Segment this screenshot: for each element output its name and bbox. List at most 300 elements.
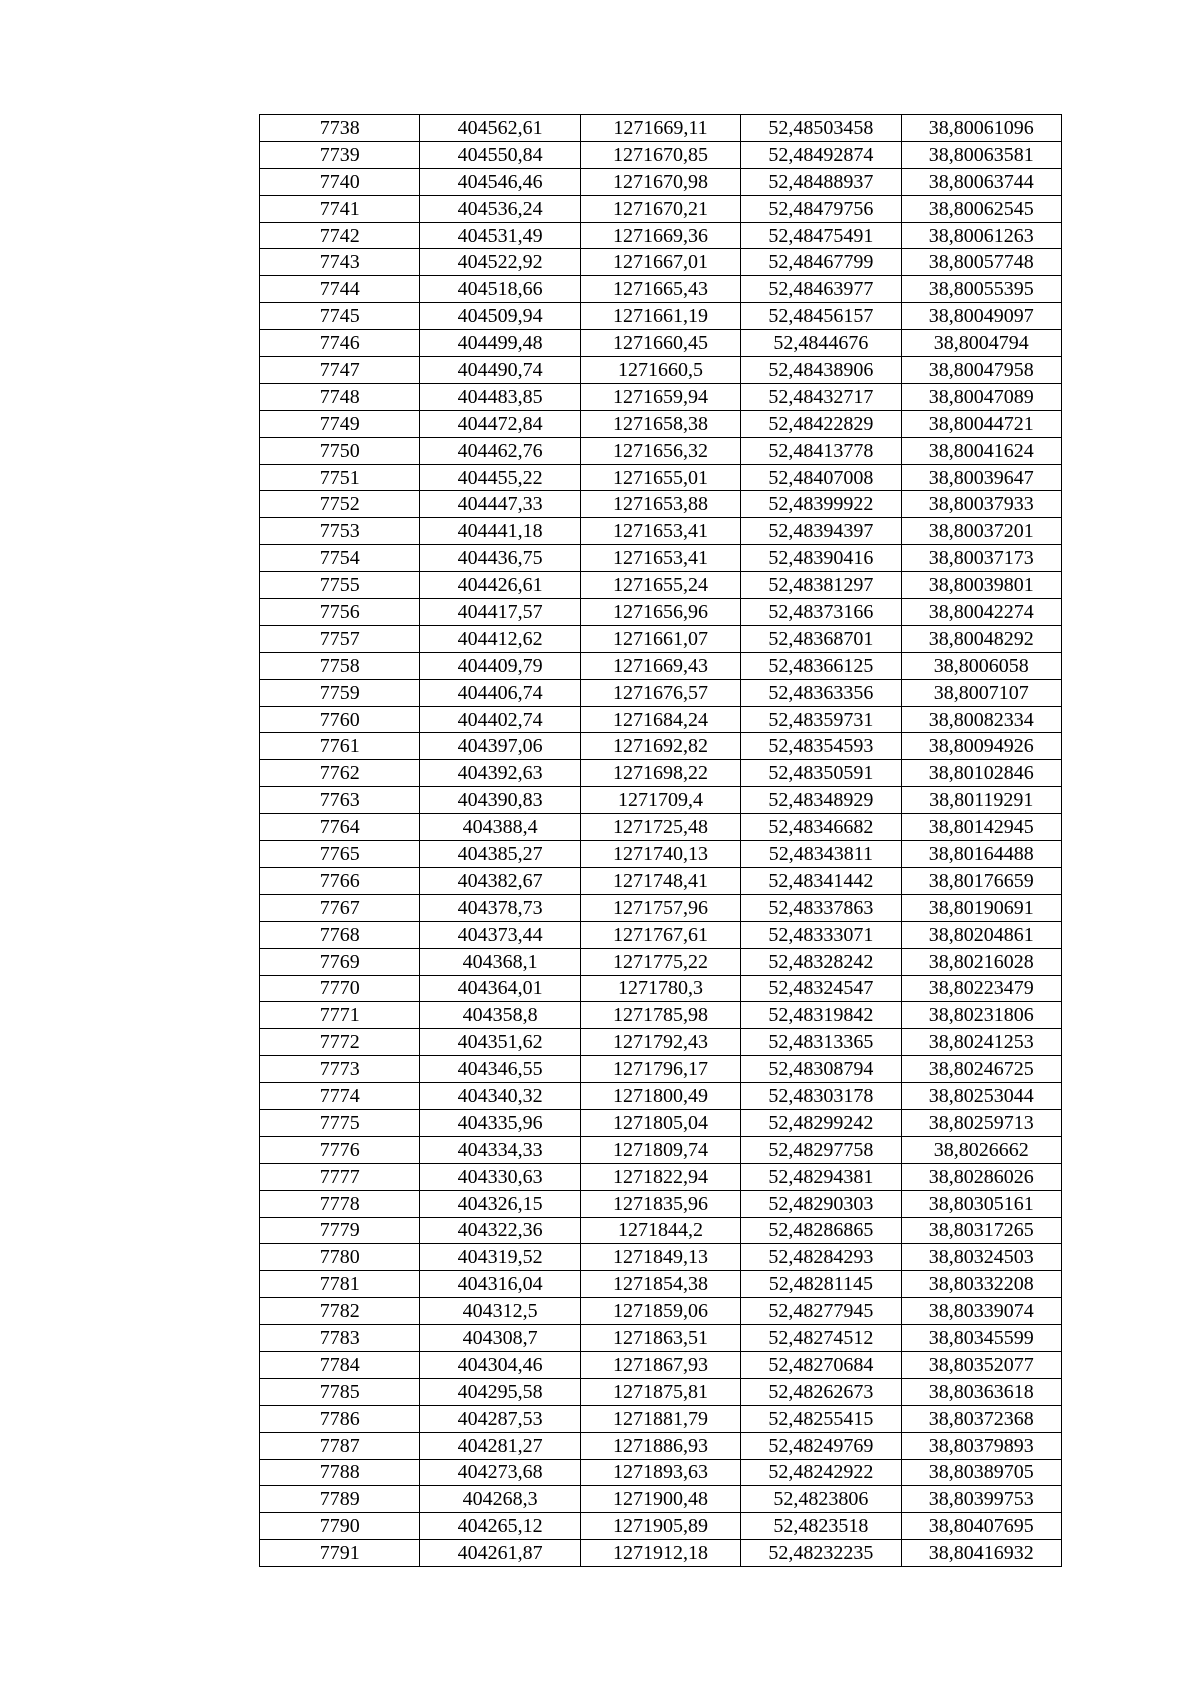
x-coordinate-cell: 404417,57: [420, 599, 580, 626]
point-number-cell: 7749: [260, 410, 420, 437]
y-coordinate-cell: 1271805,04: [580, 1109, 740, 1136]
latitude-cell: 52,48438906: [741, 357, 901, 384]
latitude-cell: 52,48354593: [741, 733, 901, 760]
point-number-cell: 7784: [260, 1351, 420, 1378]
point-number-cell: 7788: [260, 1459, 420, 1486]
point-number-cell: 7766: [260, 867, 420, 894]
table-row: [260, 1351, 1062, 1378]
x-coordinate-cell: 404351,62: [420, 1029, 580, 1056]
latitude-cell: 52,48381297: [741, 572, 901, 599]
longitude-cell: 38,80324503: [901, 1244, 1061, 1271]
latitude-cell: 52,48492874: [741, 141, 901, 168]
latitude-cell: 52,48274512: [741, 1325, 901, 1352]
y-coordinate-cell: 1271796,17: [580, 1056, 740, 1083]
table-row: [260, 1432, 1062, 1459]
point-number-cell: 7786: [260, 1405, 420, 1432]
table-row: [260, 599, 1062, 626]
table-row: [260, 545, 1062, 572]
point-number-cell: 7738: [260, 115, 420, 142]
table-row: [260, 625, 1062, 652]
table-row: [260, 357, 1062, 384]
x-coordinate-cell: 404472,84: [420, 410, 580, 437]
longitude-cell: 38,80216028: [901, 948, 1061, 975]
x-coordinate-cell: 404518,66: [420, 276, 580, 303]
latitude-cell: 52,48399922: [741, 491, 901, 518]
point-number-cell: 7768: [260, 921, 420, 948]
latitude-cell: 52,48463977: [741, 276, 901, 303]
point-number-cell: 7773: [260, 1056, 420, 1083]
y-coordinate-cell: 1271698,22: [580, 760, 740, 787]
latitude-cell: 52,48413778: [741, 437, 901, 464]
y-coordinate-cell: 1271905,89: [580, 1513, 740, 1540]
latitude-cell: 52,4823806: [741, 1486, 901, 1513]
latitude-cell: 52,48249769: [741, 1432, 901, 1459]
table-row: [260, 572, 1062, 599]
y-coordinate-cell: 1271659,94: [580, 383, 740, 410]
point-number-cell: 7780: [260, 1244, 420, 1271]
point-number-cell: 7751: [260, 464, 420, 491]
longitude-cell: 38,8004794: [901, 330, 1061, 357]
longitude-cell: 38,80037933: [901, 491, 1061, 518]
y-coordinate-cell: 1271800,49: [580, 1083, 740, 1110]
latitude-cell: 52,48333071: [741, 921, 901, 948]
point-number-cell: 7765: [260, 841, 420, 868]
table-row: [260, 706, 1062, 733]
point-number-cell: 7742: [260, 222, 420, 249]
longitude-cell: 38,80047089: [901, 383, 1061, 410]
x-coordinate-cell: 404330,63: [420, 1163, 580, 1190]
x-coordinate-cell: 404308,7: [420, 1325, 580, 1352]
y-coordinate-cell: 1271740,13: [580, 841, 740, 868]
longitude-cell: 38,80241253: [901, 1029, 1061, 1056]
y-coordinate-cell: 1271709,4: [580, 787, 740, 814]
y-coordinate-cell: 1271792,43: [580, 1029, 740, 1056]
x-coordinate-cell: 404546,46: [420, 168, 580, 195]
y-coordinate-cell: 1271669,43: [580, 652, 740, 679]
table-row: [260, 1056, 1062, 1083]
table-row: [260, 141, 1062, 168]
latitude-cell: 52,48359731: [741, 706, 901, 733]
table-row: [260, 814, 1062, 841]
y-coordinate-cell: 1271684,24: [580, 706, 740, 733]
point-number-cell: 7758: [260, 652, 420, 679]
y-coordinate-cell: 1271653,88: [580, 491, 740, 518]
latitude-cell: 52,48350591: [741, 760, 901, 787]
x-coordinate-cell: 404273,68: [420, 1459, 580, 1486]
latitude-cell: 52,48456157: [741, 303, 901, 330]
longitude-cell: 38,80317265: [901, 1217, 1061, 1244]
table-row: [260, 1325, 1062, 1352]
longitude-cell: 38,8006058: [901, 652, 1061, 679]
x-coordinate-cell: 404312,5: [420, 1298, 580, 1325]
y-coordinate-cell: 1271655,24: [580, 572, 740, 599]
longitude-cell: 38,80305161: [901, 1190, 1061, 1217]
x-coordinate-cell: 404316,04: [420, 1271, 580, 1298]
x-coordinate-cell: 404261,87: [420, 1540, 580, 1567]
y-coordinate-cell: 1271653,41: [580, 545, 740, 572]
y-coordinate-cell: 1271656,32: [580, 437, 740, 464]
y-coordinate-cell: 1271676,57: [580, 679, 740, 706]
point-number-cell: 7748: [260, 383, 420, 410]
point-number-cell: 7762: [260, 760, 420, 787]
x-coordinate-cell: 404378,73: [420, 894, 580, 921]
point-number-cell: 7757: [260, 625, 420, 652]
table-row: [260, 1217, 1062, 1244]
latitude-cell: 52,48297758: [741, 1136, 901, 1163]
longitude-cell: 38,80039801: [901, 572, 1061, 599]
table-row: [260, 1109, 1062, 1136]
longitude-cell: 38,80049097: [901, 303, 1061, 330]
x-coordinate-cell: 404490,74: [420, 357, 580, 384]
y-coordinate-cell: 1271757,96: [580, 894, 740, 921]
table-row: [260, 1190, 1062, 1217]
y-coordinate-cell: 1271867,93: [580, 1351, 740, 1378]
y-coordinate-cell: 1271670,21: [580, 195, 740, 222]
longitude-cell: 38,80063581: [901, 141, 1061, 168]
x-coordinate-cell: 404368,1: [420, 948, 580, 975]
y-coordinate-cell: 1271900,48: [580, 1486, 740, 1513]
x-coordinate-cell: 404483,85: [420, 383, 580, 410]
point-number-cell: 7759: [260, 679, 420, 706]
longitude-cell: 38,80231806: [901, 1002, 1061, 1029]
table-row: [260, 383, 1062, 410]
latitude-cell: 52,4844676: [741, 330, 901, 357]
longitude-cell: 38,80119291: [901, 787, 1061, 814]
point-number-cell: 7777: [260, 1163, 420, 1190]
x-coordinate-cell: 404536,24: [420, 195, 580, 222]
longitude-cell: 38,80286026: [901, 1163, 1061, 1190]
x-coordinate-cell: 404295,58: [420, 1378, 580, 1405]
longitude-cell: 38,80339074: [901, 1298, 1061, 1325]
x-coordinate-cell: 404499,48: [420, 330, 580, 357]
latitude-cell: 52,48343811: [741, 841, 901, 868]
point-number-cell: 7752: [260, 491, 420, 518]
y-coordinate-cell: 1271748,41: [580, 867, 740, 894]
table-row: [260, 1002, 1062, 1029]
point-number-cell: 7761: [260, 733, 420, 760]
longitude-cell: 38,80044721: [901, 410, 1061, 437]
y-coordinate-cell: 1271780,3: [580, 975, 740, 1002]
table-row: [260, 1163, 1062, 1190]
x-coordinate-cell: 404287,53: [420, 1405, 580, 1432]
x-coordinate-cell: 404522,92: [420, 249, 580, 276]
coordinates-table: [259, 114, 1062, 1567]
x-coordinate-cell: 404390,83: [420, 787, 580, 814]
y-coordinate-cell: 1271658,38: [580, 410, 740, 437]
y-coordinate-cell: 1271785,98: [580, 1002, 740, 1029]
longitude-cell: 38,8007107: [901, 679, 1061, 706]
longitude-cell: 38,80057748: [901, 249, 1061, 276]
table-row: [260, 1136, 1062, 1163]
point-number-cell: 7789: [260, 1486, 420, 1513]
point-number-cell: 7778: [260, 1190, 420, 1217]
x-coordinate-cell: 404326,15: [420, 1190, 580, 1217]
longitude-cell: 38,80363618: [901, 1378, 1061, 1405]
table-row: [260, 464, 1062, 491]
latitude-cell: 52,48313365: [741, 1029, 901, 1056]
longitude-cell: 38,80223479: [901, 975, 1061, 1002]
table-row: [260, 948, 1062, 975]
longitude-cell: 38,80142945: [901, 814, 1061, 841]
longitude-cell: 38,80389705: [901, 1459, 1061, 1486]
point-number-cell: 7763: [260, 787, 420, 814]
point-number-cell: 7753: [260, 518, 420, 545]
point-number-cell: 7756: [260, 599, 420, 626]
table-row: [260, 921, 1062, 948]
point-number-cell: 7770: [260, 975, 420, 1002]
latitude-cell: 52,48407008: [741, 464, 901, 491]
table-row: [260, 1244, 1062, 1271]
longitude-cell: 38,80037173: [901, 545, 1061, 572]
x-coordinate-cell: 404397,06: [420, 733, 580, 760]
point-number-cell: 7745: [260, 303, 420, 330]
latitude-cell: 52,48294381: [741, 1163, 901, 1190]
longitude-cell: 38,80063744: [901, 168, 1061, 195]
longitude-cell: 38,80176659: [901, 867, 1061, 894]
latitude-cell: 52,48324547: [741, 975, 901, 1002]
y-coordinate-cell: 1271859,06: [580, 1298, 740, 1325]
x-coordinate-cell: 404382,67: [420, 867, 580, 894]
point-number-cell: 7774: [260, 1083, 420, 1110]
y-coordinate-cell: 1271863,51: [580, 1325, 740, 1352]
y-coordinate-cell: 1271881,79: [580, 1405, 740, 1432]
x-coordinate-cell: 404281,27: [420, 1432, 580, 1459]
latitude-cell: 52,48319842: [741, 1002, 901, 1029]
longitude-cell: 38,80102846: [901, 760, 1061, 787]
point-number-cell: 7769: [260, 948, 420, 975]
longitude-cell: 38,8026662: [901, 1136, 1061, 1163]
y-coordinate-cell: 1271886,93: [580, 1432, 740, 1459]
longitude-cell: 38,80407695: [901, 1513, 1061, 1540]
point-number-cell: 7741: [260, 195, 420, 222]
x-coordinate-cell: 404319,52: [420, 1244, 580, 1271]
latitude-cell: 52,48341442: [741, 867, 901, 894]
y-coordinate-cell: 1271665,43: [580, 276, 740, 303]
point-number-cell: 7760: [260, 706, 420, 733]
point-number-cell: 7764: [260, 814, 420, 841]
table-row: [260, 894, 1062, 921]
longitude-cell: 38,80037201: [901, 518, 1061, 545]
longitude-cell: 38,80061263: [901, 222, 1061, 249]
latitude-cell: 52,48255415: [741, 1405, 901, 1432]
longitude-cell: 38,80332208: [901, 1271, 1061, 1298]
longitude-cell: 38,80094926: [901, 733, 1061, 760]
point-number-cell: 7767: [260, 894, 420, 921]
x-coordinate-cell: 404358,8: [420, 1002, 580, 1029]
x-coordinate-cell: 404441,18: [420, 518, 580, 545]
table-row: [260, 733, 1062, 760]
longitude-cell: 38,80416932: [901, 1540, 1061, 1567]
longitude-cell: 38,80061096: [901, 115, 1061, 142]
longitude-cell: 38,80345599: [901, 1325, 1061, 1352]
table-row: [260, 303, 1062, 330]
point-number-cell: 7783: [260, 1325, 420, 1352]
latitude-cell: 52,48299242: [741, 1109, 901, 1136]
latitude-cell: 52,48373166: [741, 599, 901, 626]
y-coordinate-cell: 1271692,82: [580, 733, 740, 760]
y-coordinate-cell: 1271667,01: [580, 249, 740, 276]
table-row: [260, 787, 1062, 814]
latitude-cell: 52,4823518: [741, 1513, 901, 1540]
table-row: [260, 1083, 1062, 1110]
latitude-cell: 52,48475491: [741, 222, 901, 249]
longitude-cell: 38,80055395: [901, 276, 1061, 303]
longitude-cell: 38,80164488: [901, 841, 1061, 868]
y-coordinate-cell: 1271670,85: [580, 141, 740, 168]
x-coordinate-cell: 404334,33: [420, 1136, 580, 1163]
x-coordinate-cell: 404447,33: [420, 491, 580, 518]
x-coordinate-cell: 404268,3: [420, 1486, 580, 1513]
point-number-cell: 7747: [260, 357, 420, 384]
x-coordinate-cell: 404392,63: [420, 760, 580, 787]
table-row: [260, 195, 1062, 222]
longitude-cell: 38,80379893: [901, 1432, 1061, 1459]
x-coordinate-cell: 404364,01: [420, 975, 580, 1002]
longitude-cell: 38,80062545: [901, 195, 1061, 222]
y-coordinate-cell: 1271835,96: [580, 1190, 740, 1217]
longitude-cell: 38,80352077: [901, 1351, 1061, 1378]
latitude-cell: 52,48348929: [741, 787, 901, 814]
coordinates-table-body: [260, 115, 1062, 1567]
latitude-cell: 52,48303178: [741, 1083, 901, 1110]
point-number-cell: 7779: [260, 1217, 420, 1244]
latitude-cell: 52,48284293: [741, 1244, 901, 1271]
longitude-cell: 38,80042274: [901, 599, 1061, 626]
table-row: [260, 437, 1062, 464]
latitude-cell: 52,48281145: [741, 1271, 901, 1298]
table-row: [260, 679, 1062, 706]
point-number-cell: 7755: [260, 572, 420, 599]
x-coordinate-cell: 404340,32: [420, 1083, 580, 1110]
x-coordinate-cell: 404373,44: [420, 921, 580, 948]
point-number-cell: 7750: [260, 437, 420, 464]
point-number-cell: 7771: [260, 1002, 420, 1029]
x-coordinate-cell: 404409,79: [420, 652, 580, 679]
latitude-cell: 52,48422829: [741, 410, 901, 437]
longitude-cell: 38,80190691: [901, 894, 1061, 921]
longitude-cell: 38,80039647: [901, 464, 1061, 491]
table-row: [260, 652, 1062, 679]
latitude-cell: 52,48270684: [741, 1351, 901, 1378]
point-number-cell: 7782: [260, 1298, 420, 1325]
y-coordinate-cell: 1271669,36: [580, 222, 740, 249]
point-number-cell: 7785: [260, 1378, 420, 1405]
x-coordinate-cell: 404531,49: [420, 222, 580, 249]
latitude-cell: 52,48286865: [741, 1217, 901, 1244]
table-row: [260, 249, 1062, 276]
x-coordinate-cell: 404346,55: [420, 1056, 580, 1083]
table-row: [260, 867, 1062, 894]
latitude-cell: 52,48337863: [741, 894, 901, 921]
y-coordinate-cell: 1271655,01: [580, 464, 740, 491]
point-number-cell: 7787: [260, 1432, 420, 1459]
latitude-cell: 52,48232235: [741, 1540, 901, 1567]
y-coordinate-cell: 1271656,96: [580, 599, 740, 626]
x-coordinate-cell: 404388,4: [420, 814, 580, 841]
y-coordinate-cell: 1271893,63: [580, 1459, 740, 1486]
y-coordinate-cell: 1271912,18: [580, 1540, 740, 1567]
latitude-cell: 52,48479756: [741, 195, 901, 222]
table-row: [260, 1029, 1062, 1056]
x-coordinate-cell: 404462,76: [420, 437, 580, 464]
table-row: [260, 1513, 1062, 1540]
latitude-cell: 52,48328242: [741, 948, 901, 975]
latitude-cell: 52,48488937: [741, 168, 901, 195]
table-row: [260, 841, 1062, 868]
table-row: [260, 518, 1062, 545]
y-coordinate-cell: 1271661,07: [580, 625, 740, 652]
latitude-cell: 52,48432717: [741, 383, 901, 410]
table-row: [260, 1540, 1062, 1567]
latitude-cell: 52,48366125: [741, 652, 901, 679]
y-coordinate-cell: 1271670,98: [580, 168, 740, 195]
latitude-cell: 52,48390416: [741, 545, 901, 572]
latitude-cell: 52,48277945: [741, 1298, 901, 1325]
latitude-cell: 52,48363356: [741, 679, 901, 706]
x-coordinate-cell: 404550,84: [420, 141, 580, 168]
point-number-cell: 7776: [260, 1136, 420, 1163]
x-coordinate-cell: 404509,94: [420, 303, 580, 330]
latitude-cell: 52,48368701: [741, 625, 901, 652]
longitude-cell: 38,80048292: [901, 625, 1061, 652]
longitude-cell: 38,80041624: [901, 437, 1061, 464]
table-row: [260, 276, 1062, 303]
point-number-cell: 7775: [260, 1109, 420, 1136]
table-row: [260, 330, 1062, 357]
table-row: [260, 491, 1062, 518]
latitude-cell: 52,48467799: [741, 249, 901, 276]
table-row: [260, 1271, 1062, 1298]
point-number-cell: 7754: [260, 545, 420, 572]
latitude-cell: 52,48503458: [741, 115, 901, 142]
table-row: [260, 1405, 1062, 1432]
longitude-cell: 38,80253044: [901, 1083, 1061, 1110]
latitude-cell: 52,48394397: [741, 518, 901, 545]
longitude-cell: 38,80047958: [901, 357, 1061, 384]
x-coordinate-cell: 404412,62: [420, 625, 580, 652]
table-row: [260, 1459, 1062, 1486]
table-row: [260, 975, 1062, 1002]
point-number-cell: 7790: [260, 1513, 420, 1540]
x-coordinate-cell: 404406,74: [420, 679, 580, 706]
latitude-cell: 52,48308794: [741, 1056, 901, 1083]
x-coordinate-cell: 404265,12: [420, 1513, 580, 1540]
y-coordinate-cell: 1271661,19: [580, 303, 740, 330]
table-row: [260, 760, 1062, 787]
y-coordinate-cell: 1271875,81: [580, 1378, 740, 1405]
longitude-cell: 38,80372368: [901, 1405, 1061, 1432]
longitude-cell: 38,80399753: [901, 1486, 1061, 1513]
y-coordinate-cell: 1271844,2: [580, 1217, 740, 1244]
x-coordinate-cell: 404385,27: [420, 841, 580, 868]
x-coordinate-cell: 404455,22: [420, 464, 580, 491]
point-number-cell: 7791: [260, 1540, 420, 1567]
longitude-cell: 38,80082334: [901, 706, 1061, 733]
y-coordinate-cell: 1271775,22: [580, 948, 740, 975]
y-coordinate-cell: 1271854,38: [580, 1271, 740, 1298]
point-number-cell: 7739: [260, 141, 420, 168]
y-coordinate-cell: 1271822,94: [580, 1163, 740, 1190]
x-coordinate-cell: 404436,75: [420, 545, 580, 572]
longitude-cell: 38,80204861: [901, 921, 1061, 948]
point-number-cell: 7746: [260, 330, 420, 357]
point-number-cell: 7781: [260, 1271, 420, 1298]
point-number-cell: 7740: [260, 168, 420, 195]
table-row: [260, 1298, 1062, 1325]
y-coordinate-cell: 1271669,11: [580, 115, 740, 142]
latitude-cell: 52,48290303: [741, 1190, 901, 1217]
table-row: [260, 115, 1062, 142]
